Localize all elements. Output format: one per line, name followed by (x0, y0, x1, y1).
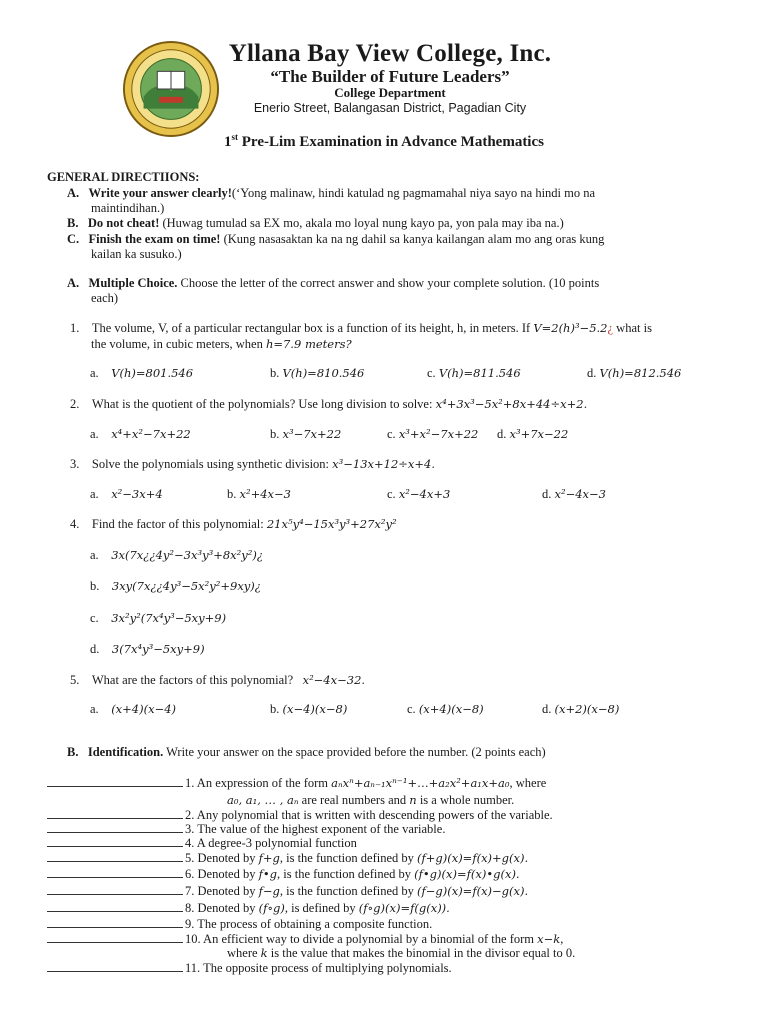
q4-choice-a: a. 3x(7x¿¿4y²−3x³y³+8x²y²)¿ (90, 548, 263, 562)
q3-choice-a: a. x²−3x+4 (90, 487, 163, 501)
direction-a: A. Write your answer clearly!(‘Yong malinaw, hindi katulad ng pagmamahal niya sayo na hindi mo na (67, 186, 596, 200)
answer-blank[interactable] (47, 961, 183, 972)
identification-item-1: 1. An expression of the form aₙxⁿ+aₙ₋₁xⁿ⁻¹+…+a₂x²+a₁x+a₀, where (47, 776, 546, 791)
q3-choice-b: b. x²+4x−3 (227, 487, 291, 501)
question-1: 1. The volume, V, of a particular rectangular box is a function of its height, h, in meters. If V=2(h)³−5.2¿ what is (70, 321, 652, 335)
q2-choice-a: a. x⁴+x²−7x+22 (90, 427, 191, 441)
q1-choice-b: b. V(h)=810.546 (270, 366, 365, 380)
school-address: Enerio Street, Balangasan District, Pagadian City (253, 101, 527, 115)
identification-item-4: 4. A degree-3 polynomial function (47, 836, 357, 851)
school-motto: “The Builder of Future Leaders” (270, 67, 510, 86)
answer-blank[interactable] (47, 901, 183, 912)
identification-item-1-cont: a₀, a₁, … , aₙ are real numbers and n is a whole number. (227, 793, 515, 807)
question-4: 4. Find the factor of this polynomial: 21x⁵y⁴−15x³y³+27x²y² (70, 517, 397, 531)
q2-choice-d: d. x³+7x−22 (497, 427, 569, 441)
direction-a-cont: maintindihan.) (91, 201, 165, 215)
school-name: Yllana Bay View College, Inc. (228, 40, 552, 67)
part-a-heading: A. Multiple Choice. Choose the letter of the correct answer and show your complete solution. (10 points (67, 276, 600, 290)
answer-blank[interactable] (47, 932, 183, 943)
directions-heading: GENERAL DIRECTIIONS: (47, 170, 200, 184)
q5-choice-c: c. (x+4)(x−8) (407, 702, 484, 716)
identification-item-10: 10. An efficient way to divide a polynomial by a binomial of the form x−k, (47, 932, 563, 947)
answer-blank[interactable] (47, 836, 183, 847)
q3-choice-c: c. x²−4x+3 (387, 487, 451, 501)
question-2: 2. What is the quotient of the polynomials? Use long division to solve: x⁴+3x³−5x²+8x+44÷x+2. (70, 397, 588, 411)
question-5: 5. What are the factors of this polynomial? x²−4x−32. (70, 673, 366, 687)
identification-item-7: 7. Denoted by f−g, is the function defined by (f−g)(x)=f(x)−g(x). (47, 884, 528, 899)
identification-item-8: 8. Denoted by (f∘g), is defined by (f∘g)(x)=f(g(x)). (47, 901, 450, 916)
q1-choice-d: d. V(h)=812.546 (587, 366, 682, 380)
identification-item-5: 5. Denoted by f+g, is the function defined by (f+g)(x)=f(x)+g(x). (47, 851, 528, 866)
q1-choice-a: a. V(h)=801.546 (90, 366, 194, 380)
direction-b: B. Do not cheat! (Huwag tumulad sa EX mo, akala mo loyal nung kayo pa, yon pala may iba na.) (67, 216, 564, 230)
q4-choice-c: c. 3x²y²(7x⁴y³−5xy+9) (90, 611, 227, 625)
question-3: 3. Solve the polynomials using synthetic division: x³−13x+12÷x+4. (70, 457, 436, 471)
part-a-heading-cont: each) (91, 291, 119, 305)
q3-choice-d: d. x²−4x−3 (542, 487, 606, 501)
question-1-cont: the volume, in cubic meters, when h=7.9 meters? (91, 337, 352, 351)
answer-blank[interactable] (47, 867, 183, 878)
exam-title: 1st Pre-Lim Examination in Advance Mathematics (224, 132, 544, 150)
direction-c: C. Finish the exam on time! (Kung nasasaktan ka na ng dahil sa kanya kailangan alam mo ang oras kung (67, 232, 605, 246)
q5-choice-d: d. (x+2)(x−8) (542, 702, 620, 716)
identification-item-2: 2. Any polynomial that is written with descending powers of the variable. (47, 808, 553, 823)
answer-blank[interactable] (47, 851, 183, 862)
q4-choice-b: b. 3xy(7x¿¿4y³−5x²y²+9xy)¿ (90, 579, 261, 593)
answer-blank[interactable] (47, 884, 183, 895)
answer-blank[interactable] (47, 776, 183, 787)
q2-choice-b: b. x³−7x+22 (270, 427, 342, 441)
identification-item-11: 11. The opposite process of multiplying polynomials. (47, 961, 452, 976)
q1-choice-c: c. V(h)=811.546 (427, 366, 521, 380)
answer-blank[interactable] (47, 917, 183, 928)
identification-item-10-cont: where k is the value that makes the binomial in the divisor equal to 0. (227, 946, 576, 960)
q2-choice-c: c. x³+x²−7x+22 (387, 427, 479, 441)
identification-item-9: 9. The process of obtaining a composite function. (47, 917, 432, 932)
department: College Department (334, 85, 446, 100)
identification-item-6: 6. Denoted by f•g, is the function defined by (f•g)(x)=f(x)•g(x). (47, 867, 520, 882)
answer-blank[interactable] (47, 808, 183, 819)
q4-choice-d: d. 3(7x⁴y³−5xy+9) (90, 642, 205, 656)
identification-item-3: 3. The value of the highest exponent of the variable. (47, 822, 445, 837)
answer-blank[interactable] (47, 822, 183, 833)
q5-choice-a: a. (x+4)(x−4) (90, 702, 177, 716)
q5-choice-b: b. (x−4)(x−8) (270, 702, 348, 716)
part-b-heading: B. Identification. Write your answer on the space provided before the number. (2 points each) (67, 745, 546, 759)
direction-c-cont: kailan ka susuko.) (91, 247, 182, 261)
